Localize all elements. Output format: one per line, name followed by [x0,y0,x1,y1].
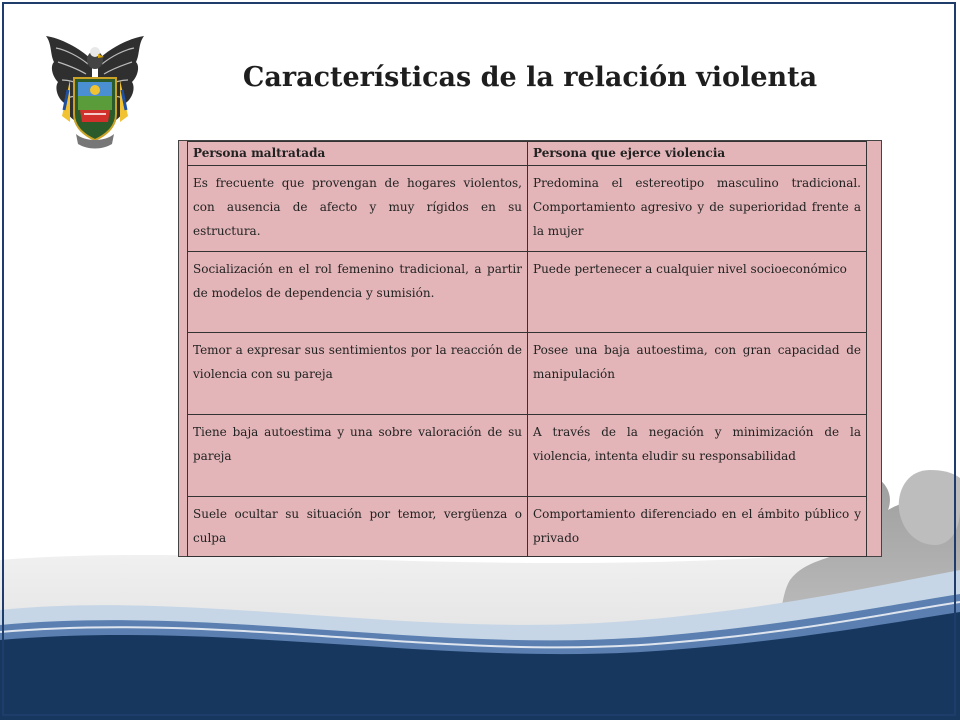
table-row [188,415,867,497]
table-cell-aggressor: A través de la negación y minimización de la violencia, intenta eludir su responsabilidad [528,415,867,497]
table-cell-victim: Es frecuente que provengan de hogares violentos, con ausencia de afecto y muy rígidos en su estructura. [188,166,528,252]
police-emblem-icon [40,30,150,150]
table-header-row [188,142,867,166]
table-cell-aggressor: Predomina el estereotipo masculino tradicional. Comportamiento agresivo y de superioridad frente a la mujer [528,166,867,252]
table-row [188,497,867,557]
table-cell-aggressor: Comportamiento diferenciado en el ámbito público y privado [528,497,867,557]
table-cell-aggressor: Puede pertenecer a cualquier nivel socioeconómico [528,252,867,333]
table-cell-victim: Suele ocultar su situación por temor, vergüenza o culpa [188,497,528,557]
header-persona-violenta: Persona que ejerce violencia [528,142,867,166]
comparison-table [187,141,867,557]
table-cell-victim: Tiene baja autoestima y una sobre valoración de su pareja [188,415,528,497]
table-row [188,166,867,252]
header-persona-maltratada: Persona maltratada [188,142,528,166]
table-cell-aggressor: Posee una baja autoestima, con gran capacidad de manipulación [528,333,867,415]
table-cell-victim: Socialización en el rol femenino tradicional, a partir de modelos de dependencia y sumisión. [188,252,528,333]
page-title: Características de la relación violenta [242,62,818,93]
table-row [188,333,867,415]
comparison-table-container [178,140,882,557]
table-cell-victim: Temor a expresar sus sentimientos por la reacción de violencia con su pareja [188,333,528,415]
police-emblem [40,30,150,150]
table-row [188,252,867,333]
